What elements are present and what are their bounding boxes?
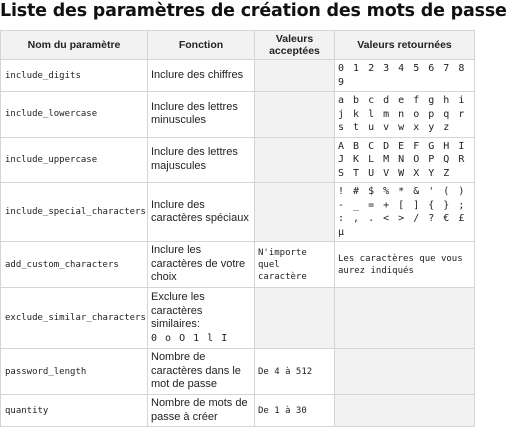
param-accepted <box>255 137 335 183</box>
param-function: Inclure des caractères spéciaux <box>148 183 255 242</box>
page-title: Liste des paramètres de création des mots de passe <box>0 1 507 21</box>
header-function: Fonction <box>148 31 255 60</box>
parameters-table <box>0 30 475 427</box>
param-function: Nombre de caractères dans le mot de passe <box>148 349 255 395</box>
param-name: password_length <box>1 349 148 395</box>
table-row <box>1 349 475 395</box>
param-returned: Les caractères que vous aurez indiqués <box>335 242 475 288</box>
param-returned: A B C D E F G H I J K L M N O P Q R S T U V W X Y Z <box>335 137 475 183</box>
param-function: Inclure des lettres majuscules <box>148 137 255 183</box>
table-row <box>1 137 475 183</box>
param-function: Inclure des chiffres <box>148 60 255 92</box>
param-accepted <box>255 92 335 138</box>
table-row <box>1 92 475 138</box>
param-accepted <box>255 183 335 242</box>
param-returned <box>335 288 475 349</box>
table-row <box>1 183 475 242</box>
param-function: Nombre de mots de passe à créer <box>148 395 255 427</box>
table-row <box>1 288 475 349</box>
table-row <box>1 395 475 427</box>
similar-characters: 0 o O 1 l I <box>151 332 229 344</box>
table-header-row <box>1 31 475 60</box>
param-returned <box>335 349 475 395</box>
param-name: add_custom_characters <box>1 242 148 288</box>
header-accepted: Valeurs acceptées <box>255 31 335 60</box>
header-returned: Valeurs retournées <box>335 31 475 60</box>
param-name: include_digits <box>1 60 148 92</box>
param-function: Inclure les caractères de votre choix <box>148 242 255 288</box>
param-returned: a b c d e f g h i j k l m n o p q r s t u v w x y z <box>335 92 475 138</box>
param-accepted: De 4 à 512 <box>255 349 335 395</box>
param-function <box>148 288 255 349</box>
param-accepted <box>255 288 335 349</box>
param-returned <box>335 395 475 427</box>
param-accepted: N'importe quel caractère <box>255 242 335 288</box>
param-accepted: De 1 à 30 <box>255 395 335 427</box>
param-function-text: Exclure les caractères similaires: <box>151 291 205 330</box>
param-returned: ! # $ % * & ' ( ) - _ = + [ ] { } ; : , . < > / ? € £ µ <box>335 183 475 242</box>
param-name: quantity <box>1 395 148 427</box>
param-accepted <box>255 60 335 92</box>
param-returned: 0 1 2 3 4 5 6 7 8 9 <box>335 60 475 92</box>
param-name: include_special_characters <box>1 183 148 242</box>
param-name: exclude_similar_characters <box>1 288 148 349</box>
header-param: Nom du paramètre <box>1 31 148 60</box>
table-row <box>1 60 475 92</box>
param-name: include_uppercase <box>1 137 148 183</box>
table-row <box>1 242 475 288</box>
param-name: include_lowercase <box>1 92 148 138</box>
param-function: Inclure des lettres minuscules <box>148 92 255 138</box>
